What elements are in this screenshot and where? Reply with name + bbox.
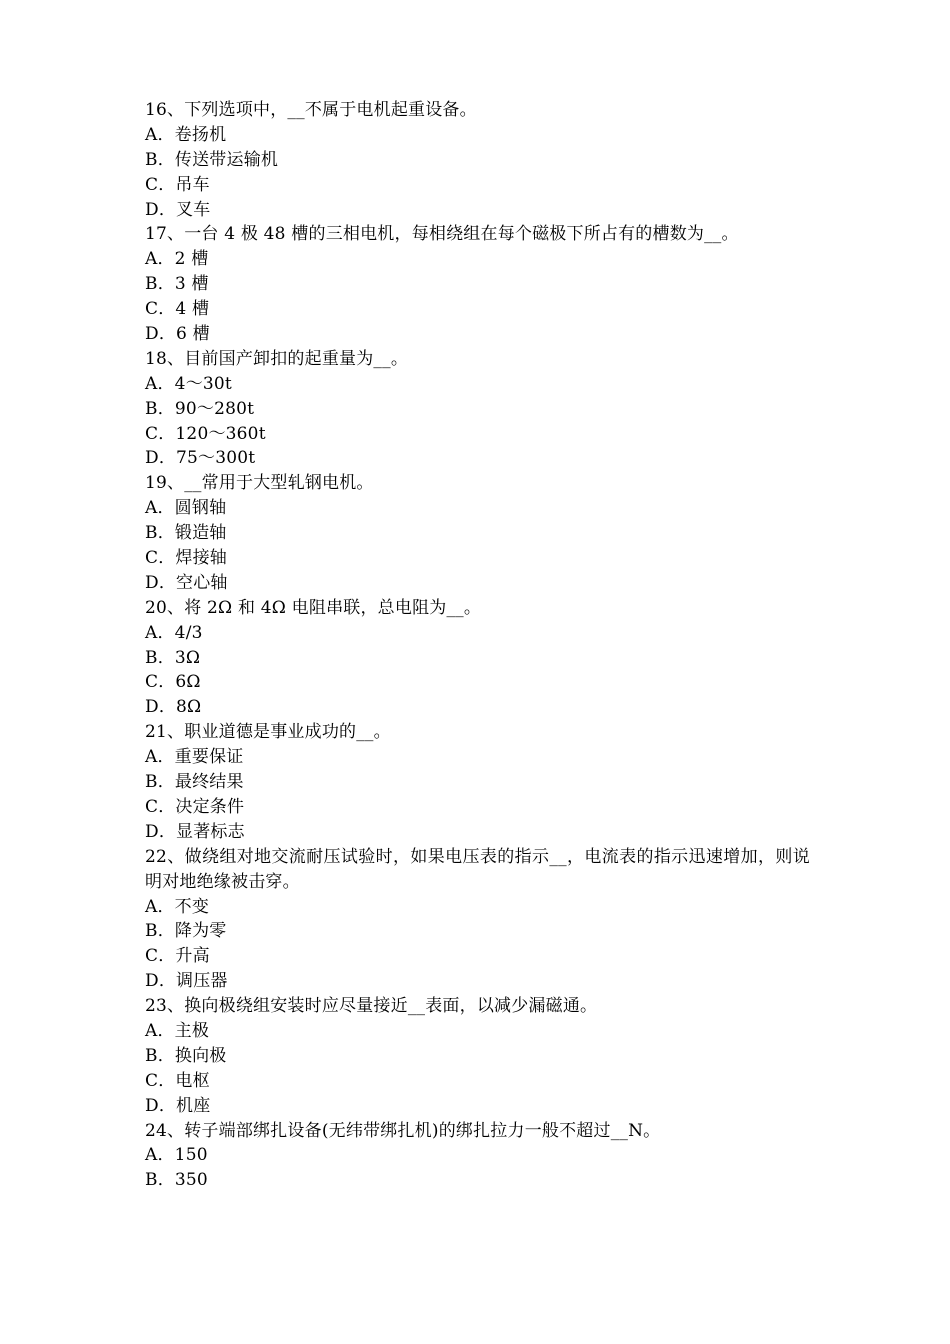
option-b: B．3Ω (145, 647, 201, 668)
option-b: B．换向极 (145, 1045, 227, 1066)
option-a: A．4～30t (145, 373, 232, 394)
option-d: D．8Ω (145, 697, 202, 718)
option-b: B．90～280t (145, 398, 255, 419)
option-a: A．2 槽 (145, 249, 209, 270)
option-c: C．升高 (145, 946, 210, 967)
question-stem: 23、换向极绕组安装时应尽量接近__表面，以减少漏磁通。 (145, 996, 598, 1017)
question-list (145, 98, 810, 1193)
option-b: B．3 槽 (145, 274, 209, 295)
option-b: B．最终结果 (145, 772, 244, 793)
question-21 (145, 720, 810, 844)
question-stem: 19、__常用于大型轧钢电机。 (145, 473, 374, 494)
option-c: C．电枢 (145, 1070, 210, 1091)
question-stem: 22、做绕组对地交流耐压试验时，如果电压表的指示__，电流表的指示迅速增加，则说明对地绝缘被击穿。 (145, 846, 810, 892)
question-stem: 18、目前国产卸扣的起重量为__。 (145, 348, 409, 369)
option-c: C．焊接轴 (145, 548, 228, 569)
option-c: C．吊车 (145, 174, 210, 195)
question-stem: 21、职业道德是事业成功的__。 (145, 722, 391, 743)
option-d: D．机座 (145, 1095, 211, 1116)
question-stem: 20、将 2Ω 和 4Ω 电阻串联，总电阻为__。 (145, 597, 482, 618)
question-stem: 16、下列选项中，__不属于电机起重设备。 (145, 100, 477, 120)
option-b: B．350 (145, 1170, 208, 1191)
option-b: B．锻造轴 (145, 523, 227, 544)
option-a: A．4/3 (145, 622, 203, 643)
question-18 (145, 347, 810, 471)
option-d: D．75～300t (145, 448, 256, 469)
option-d: D．叉车 (145, 199, 211, 220)
question-19 (145, 471, 810, 595)
option-c: C．4 槽 (145, 299, 210, 320)
option-a: A．圆钢轴 (145, 498, 227, 519)
option-d: D．空心轴 (145, 572, 228, 593)
option-b: B．降为零 (145, 921, 227, 942)
option-a: A．卷扬机 (145, 124, 227, 145)
question-stem: 24、转子端部绑扎设备(无纬带绑扎机)的绑扎拉力一般不超过__N。 (145, 1120, 661, 1141)
question-16 (145, 98, 810, 222)
option-c: C．120～360t (145, 423, 266, 444)
option-d: D．调压器 (145, 971, 228, 992)
option-c: C．6Ω (145, 672, 201, 693)
option-d: D．6 槽 (145, 324, 210, 345)
question-stem: 17、一台 4 极 48 槽的三相电机，每相绕组在每个磁极下所占有的槽数为__。 (145, 224, 739, 245)
question-24 (145, 1119, 810, 1194)
question-22 (145, 845, 810, 994)
option-a: A．不变 (145, 896, 210, 917)
question-17 (145, 222, 810, 346)
question-23 (145, 994, 810, 1118)
option-a: A．150 (145, 1145, 208, 1166)
question-20 (145, 596, 810, 720)
option-c: C．决定条件 (145, 796, 245, 817)
option-d: D．显著标志 (145, 821, 245, 842)
option-b: B．传送带运输机 (145, 149, 279, 170)
option-a: A．主极 (145, 1020, 210, 1041)
option-a: A．重要保证 (145, 747, 244, 768)
